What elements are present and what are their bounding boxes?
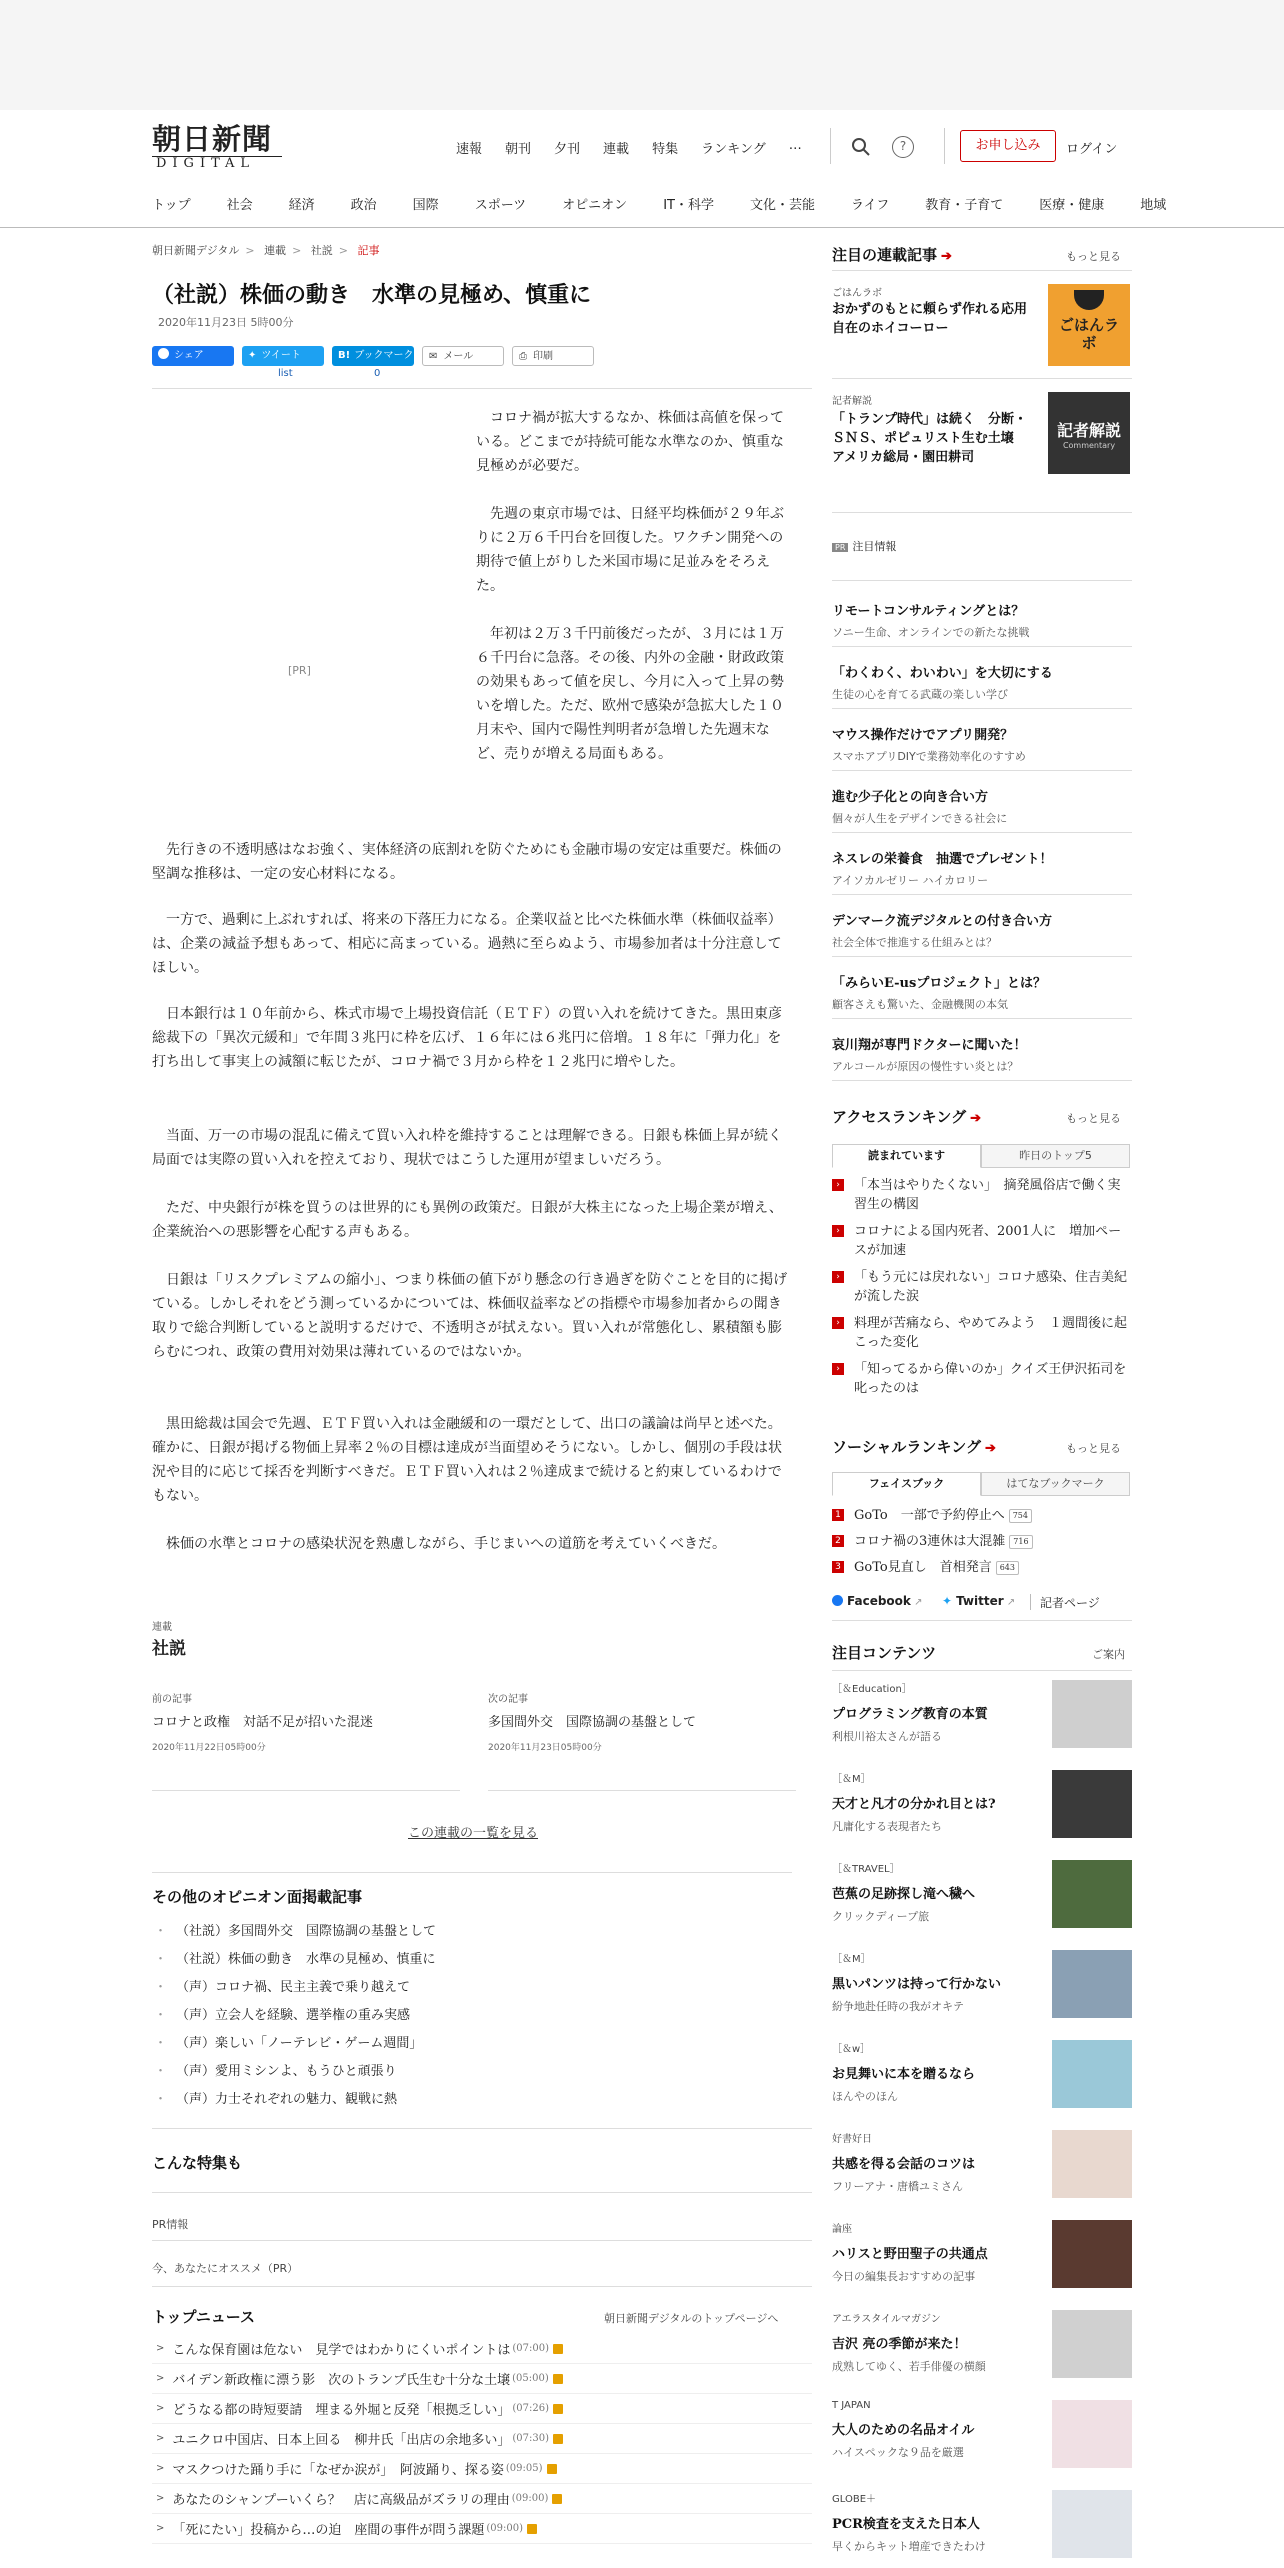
lock-icon	[553, 2404, 563, 2414]
top-news-heading: トップニュース	[152, 2308, 256, 2326]
cat-politics[interactable]: 政治	[350, 198, 377, 213]
nav-ranking[interactable]: ランキング	[701, 142, 766, 157]
prev-article[interactable]	[152, 1690, 460, 1753]
news-title[interactable]: どうなる都の時短要請 埋まる外堀と反発「根拠乏しい」	[172, 2403, 511, 2418]
content-card[interactable]	[832, 2490, 1132, 2568]
news-time: (07:30)	[512, 2433, 550, 2444]
content-sub: フリーアナ・唐橋ユミさん	[832, 2180, 964, 2193]
featured-title[interactable]: 「トランプ時代」は続く 分断・ＳＮＳ、ポピュリスト生む土壌 アメリカ総局・園田耕司	[832, 412, 1028, 465]
search-icon[interactable]	[848, 134, 874, 160]
hatena-count[interactable]: 0	[374, 368, 381, 379]
prev-date: 2020年11月22日05時00分	[152, 1743, 266, 1753]
pr-section-label	[832, 538, 896, 554]
print-button[interactable]	[512, 346, 594, 366]
contents-heading: 注目コンテンツ	[832, 1644, 937, 1662]
divider	[832, 1620, 1132, 1621]
content-sub: ハイスペックな９品を厳選	[832, 2446, 964, 2459]
news-title[interactable]: バイデン新政権に漂う影 次のトランプ氏生む十分な土壌	[172, 2373, 511, 2388]
arrow-right-icon: ➔	[941, 249, 952, 264]
content-title[interactable]: プログラミング教育の本質	[832, 1707, 988, 1722]
content-title[interactable]: 吉沢 亮の季節が来た！	[832, 2337, 967, 2352]
divider	[832, 708, 1132, 709]
cat-international[interactable]: 国際	[412, 198, 439, 213]
see-all-series-link[interactable]: この連載の一覧を見る	[408, 1826, 539, 1841]
pr-item-sub: アイソカルゼリー ハイカロリー	[832, 874, 989, 887]
crumb-home[interactable]: 朝日新聞デジタル	[152, 244, 240, 257]
cat-region[interactable]: 地域	[1140, 198, 1167, 213]
ranking-item[interactable]	[832, 1360, 1132, 1398]
divider	[832, 270, 1132, 271]
paragraph: 先週の東京市場では、日経平均株価が２９年ぶりに２万６千円台を回復した。ワクチン開発への期待で値上がりした米国市場に足並みをそろえた。	[476, 506, 784, 594]
list-item[interactable]: ・ （社説）多国間外交 国際協調の基盤として	[160, 1918, 436, 1946]
news-title[interactable]: あなたのシャンプーいくら？ 店に高級品がズラリの理由	[172, 2493, 510, 2508]
chevron-right-icon: >	[156, 2433, 165, 2444]
featured-heading	[832, 244, 952, 265]
list-item[interactable]	[152, 2514, 812, 2544]
hatena-bookmark-button[interactable]	[332, 346, 414, 366]
lock-icon	[553, 2374, 563, 2384]
news-time: (09:05)	[505, 2463, 543, 2474]
chevron-right-icon: >	[156, 2343, 165, 2354]
content-title[interactable]: PCR検査を支えた日本人	[832, 2517, 980, 2532]
gohan-lab-thumbnail[interactable]	[1048, 284, 1130, 366]
top-nav	[456, 138, 825, 157]
divider	[832, 1080, 1132, 1081]
tab-hatena[interactable]: はてなブックマーク	[981, 1472, 1130, 1496]
logo-text: 朝日新聞	[152, 122, 273, 156]
crumb-series[interactable]: 連載	[264, 244, 287, 257]
opinion-heading: その他のオピニオン面掲載記事	[152, 1888, 363, 1906]
social-ranking-item[interactable]	[832, 1558, 1132, 1577]
list-item[interactable]: ・ （社説）株価の動き 水準の見極め、慎重に	[160, 1946, 436, 1974]
featured-heading-text: 注目の連載記事	[832, 246, 938, 264]
article-title: （社説）株価の動き 水準の見極め、慎重に	[152, 282, 592, 308]
mail-label: メール	[443, 351, 474, 362]
facebook-icon	[832, 1595, 843, 1606]
pr-item-title[interactable]: リモートコンサルティングとは？	[832, 604, 1025, 619]
paragraph: 当面、万一の市場の混乱に備えて買い入れ枠を維持することは理解できる。日銀も株価上昇が続く局面では実際の買い入れを控えており、現状ではこうした運用が望ましいだろう。	[152, 1128, 782, 1168]
ranking-title[interactable]: 料理が苦痛なら、やめてみよう １週間後に起こった変化	[854, 1316, 1128, 1350]
news-title[interactable]: ユニクロ中国店、日本上回る 柳井氏「出店の余地多い」	[172, 2433, 511, 2448]
facebook-icon	[158, 348, 169, 359]
cat-it-science[interactable]: IT・科学	[663, 198, 714, 213]
content-title[interactable]: ハリスと野田聖子の共通点	[832, 2247, 988, 2262]
cat-sports[interactable]: スポーツ	[474, 198, 527, 213]
access-more-link[interactable]: もっと見る	[1066, 1112, 1121, 1125]
content-thumbnail[interactable]	[1052, 2310, 1132, 2378]
ranking-title[interactable]: 「もう元には戻れない」コロナ感染、住吉美紀が流した涙	[854, 1270, 1128, 1304]
content-card[interactable]	[832, 1680, 1132, 1762]
content-thumbnail[interactable]	[1052, 1950, 1132, 2018]
divider	[152, 1872, 792, 1873]
nav-sokuhou[interactable]: 速報	[456, 142, 483, 157]
list-item[interactable]	[152, 2364, 812, 2394]
content-card[interactable]	[832, 2220, 1132, 2302]
logo-subtext: DIGITAL	[152, 156, 282, 171]
article-date: 2020年11月23日 5時00分	[158, 316, 294, 329]
twitter-link-label: Twitter	[956, 1594, 1004, 1608]
list-item[interactable]	[152, 2454, 812, 2484]
facebook-share-label: シェア	[174, 350, 204, 361]
opinion-list	[160, 1918, 436, 2114]
rice-bowl-icon	[1074, 290, 1104, 310]
help-icon[interactable]: ?	[892, 136, 914, 158]
nav-rensai[interactable]: 連載	[603, 142, 630, 157]
divider	[152, 1790, 460, 1791]
content-kicker: ［＆M］	[832, 1954, 871, 1965]
share-count: 716	[1009, 1535, 1032, 1549]
crumb-editorial[interactable]: 社説	[310, 244, 333, 257]
ranking-item[interactable]	[832, 1176, 1132, 1214]
divider	[832, 894, 1132, 895]
featured-more-link[interactable]: もっと見る	[1066, 250, 1121, 263]
pr-item[interactable]	[832, 786, 1132, 826]
content-title[interactable]: 天才と凡才の分かれ目とは?	[832, 1797, 996, 1812]
top-news-list	[152, 2334, 812, 2544]
ranking-title[interactable]: 「本当はやりたくない」 摘発風俗店で働く実習生の構図	[854, 1178, 1121, 1212]
pr-item-sub: アルコールが原因の慢性すい炎とは？	[832, 1060, 1019, 1073]
thumbnail-text: 記者解説	[1056, 421, 1121, 440]
divider	[832, 646, 1132, 647]
tab-yesterday-top5[interactable]: 昨日のトップ5	[981, 1144, 1130, 1168]
content-thumbnail[interactable]	[1052, 2400, 1132, 2468]
content-sub: 利根川裕太さんが語る	[832, 1730, 942, 1743]
content-title[interactable]: 黒いパンツは持って行かない	[832, 1977, 1002, 1992]
chevron-right-icon: >	[156, 2493, 165, 2504]
paragraph: 黒田総裁は国会で先週、ＥＴＦ買い入れは金融緩和の一環だとして、出口の議論は尚早と述べた。確かに、日銀が掲げる物価上昇率２％の目標は達成が当面望めそうにない。しかし、個別の手段は状況や目的に応じて採否を判断すべきだ。ＥＴＦ買い入れは２％達成まで続けると約束しているわけでもない。	[152, 1416, 782, 1504]
news-time: (07:00)	[512, 2343, 550, 2354]
reporter-page-link[interactable]: 記者ページ	[1040, 1596, 1100, 1610]
nav-choukan[interactable]: 朝刊	[505, 142, 532, 157]
pr-tag: PR	[832, 543, 848, 552]
twitter-icon: ✦	[942, 1594, 953, 1608]
pr-item[interactable]	[832, 662, 1132, 702]
divider	[832, 378, 1132, 379]
rank-arrow-icon: ›	[832, 1363, 844, 1375]
ranking-title[interactable]: GoTo 一部で予約停止へ	[854, 1508, 1005, 1523]
cat-economy[interactable]: 経済	[288, 198, 315, 213]
ranking-title[interactable]: 「知ってるから偉いのか」クイズ王伊沢拓司を叱ったのは	[854, 1362, 1127, 1396]
pr-item-title[interactable]: ネスレの栄養食 抽選でプレゼント！	[832, 852, 1053, 867]
content-thumbnail[interactable]	[1052, 2490, 1132, 2558]
rank-arrow-icon: ›	[832, 1179, 844, 1191]
list-item[interactable]: ・ （声）立会人を経験、選挙権の重み実感	[160, 2002, 436, 2030]
content-thumbnail[interactable]	[1052, 2220, 1132, 2288]
special-heading: こんな特集も	[152, 2154, 243, 2172]
content-card[interactable]	[832, 1950, 1132, 2032]
ranking-item[interactable]	[832, 1314, 1132, 1352]
lock-icon	[553, 2434, 563, 2444]
site-logo[interactable]	[152, 122, 282, 170]
breadcrumb: 朝日新聞デジタル > 連載 > 社説 > 記事	[152, 244, 380, 257]
social-tabs	[832, 1472, 1130, 1496]
content-sub: 今日の編集長おすすめの記事	[832, 2270, 976, 2283]
cat-culture[interactable]: 文化・芸能	[749, 198, 815, 213]
news-time: (09:00)	[486, 2523, 524, 2534]
twitter-link[interactable]	[942, 1594, 1015, 1608]
lock-icon	[527, 2524, 537, 2534]
chevron-right-icon: >	[156, 2463, 165, 2474]
recommend-label: 今、あなたにオススメ（PR）	[152, 2262, 299, 2275]
featured-title[interactable]: おかずのもとに頼らず作れる応用自在のホイコーロー	[832, 302, 1028, 336]
facebook-link-label: Facebook	[847, 1594, 911, 1608]
content-card[interactable]	[832, 2400, 1132, 2482]
share-count: 754	[1009, 1509, 1032, 1523]
pr-ad-label: [PR]	[288, 664, 311, 677]
pr-item[interactable]	[832, 848, 1132, 888]
tab-most-read[interactable]: 読まれています	[832, 1144, 981, 1168]
content-thumbnail[interactable]	[1052, 2040, 1132, 2108]
content-thumbnail[interactable]	[1052, 1680, 1132, 1748]
content-kicker: T JAPAN	[832, 2400, 871, 2411]
ranking-item[interactable]	[832, 1222, 1132, 1260]
pr-info-label: PR情報	[152, 2218, 189, 2231]
access-ranking-heading	[832, 1106, 981, 1127]
content-card[interactable]	[832, 1860, 1132, 1942]
crumb-current: 記事	[357, 244, 380, 257]
content-kicker: 論座	[832, 2224, 852, 2235]
chevron-right-icon: >	[156, 2373, 165, 2384]
access-tabs	[832, 1144, 1130, 1168]
content-thumbnail[interactable]	[1052, 2130, 1132, 2198]
list-item[interactable]: ・ （声）コロナ禍、民主主義で乗り越えて	[160, 1974, 436, 2002]
twitter-icon: ✦	[248, 350, 257, 361]
divider	[152, 388, 812, 389]
pr-item[interactable]	[832, 910, 1132, 950]
content-sub: ほんやのほん	[832, 2090, 898, 2103]
content-kicker: ［＆TRAVEL］	[832, 1864, 900, 1875]
social-ranking-item[interactable]	[832, 1532, 1132, 1551]
pr-item[interactable]	[832, 724, 1132, 764]
pr-item-sub: 個々が人生をデザインできる社会に	[832, 812, 1008, 825]
news-title[interactable]: 「死にたい」投稿から…の迫 座間の事件が問う課題	[172, 2523, 485, 2538]
thumbnail-text: ごはんラボ	[1058, 316, 1119, 352]
divider	[832, 512, 1132, 513]
top-news-more-link[interactable]: 朝日新聞デジタルのトップページへ	[604, 2312, 779, 2325]
cat-life[interactable]: ライフ	[850, 198, 890, 213]
content-sub: クリックディープ旅	[832, 1910, 930, 1923]
commentary-thumbnail[interactable]	[1048, 392, 1130, 474]
nav-divider	[944, 128, 945, 164]
social-ranking-item[interactable]	[832, 1506, 1132, 1525]
social-ranking-heading	[832, 1436, 996, 1457]
next-article[interactable]	[488, 1690, 796, 1753]
content-card[interactable]	[832, 2040, 1132, 2122]
content-card[interactable]	[832, 2310, 1132, 2392]
rank-arrow-icon: ›	[832, 1271, 844, 1283]
news-time: (09:00)	[511, 2493, 549, 2504]
list-item[interactable]: ・ （声）愛用ミシンよ、もうひと頑張り	[160, 2058, 436, 2086]
content-title[interactable]: 芭蕉の足跡探し滝へ穢へ	[832, 1887, 976, 1902]
access-heading-text: アクセスランキング	[832, 1108, 967, 1126]
pr-item-sub: 社会全体で推進する仕組みとは？	[832, 936, 997, 949]
divider	[832, 1018, 1132, 1019]
news-title[interactable]: マスクつけた踊り手に「なぜか涙が」 阿波踊り、探る姿	[172, 2463, 504, 2478]
cat-health[interactable]: 医療・健康	[1039, 198, 1105, 213]
content-title[interactable]: 大人のための名品オイル	[832, 2423, 975, 2438]
paragraph: コロナ禍が拡大するなか、株価は高値を保っている。どこまでが持続可能な水準なのか、慎重な見極めが必要だ。	[476, 410, 784, 474]
twitter-share-label: ツイート	[261, 350, 301, 361]
nav-divider	[830, 128, 831, 164]
nav-more[interactable]: …	[788, 138, 802, 153]
ranking-title[interactable]: コロナ禍の3連休は大混雑	[854, 1534, 1006, 1549]
divider	[152, 2286, 812, 2287]
divider	[1030, 1594, 1031, 1610]
mail-icon: ✉	[429, 351, 438, 362]
top-ad-band	[0, 0, 1284, 110]
news-time: (07:26)	[512, 2403, 550, 2414]
divider	[152, 2240, 812, 2241]
ranking-title[interactable]: GoTo見直し 首相発言	[854, 1560, 992, 1575]
paragraph: 日銀は「リスクプレミアムの縮小」、つまり株価の値下がり懸念の行き過ぎを防ぐことを目的に掲げている。しかしそれをどう測っているかについては、株価収益率などの指標や市場参加者からの聞き取りで総合判断していると説明するだけで、不透明さが拭えない。買い入れが常態化し、累積額も膨らむにつれ、政策の費用対効果は薄れているのではないか。	[152, 1272, 788, 1360]
content-kicker: ［＆Education］	[832, 1684, 912, 1695]
site-header	[0, 110, 1284, 228]
arrow-right-icon: ➔	[984, 1441, 996, 1456]
pr-item-title[interactable]: マウス操作だけでアプリ開発？	[832, 728, 1014, 743]
thumbnail-subtext: Commentary	[1062, 441, 1116, 450]
divider	[152, 2128, 812, 2129]
content-sub: 早くからキット増産できたわけ	[832, 2540, 986, 2553]
content-kicker: ［＆w］	[832, 2044, 871, 2055]
pr-item-sub: ソニー生命、オンラインでの新たな挑戦	[832, 626, 1030, 639]
pr-item-title[interactable]: 哀川翔が専門ドクターに聞いた！	[832, 1038, 1027, 1053]
arrow-right-icon: ➔	[970, 1111, 982, 1126]
next-title[interactable]: 多国間外交 国際協調の基盤として	[488, 1715, 697, 1730]
share-count: 643	[996, 1561, 1019, 1575]
series-name[interactable]: 社説	[152, 1639, 186, 1659]
social-heading-text: ソーシャルランキング	[832, 1438, 981, 1456]
cat-opinion[interactable]: オピニオン	[562, 198, 628, 213]
pr-item-title[interactable]: 「わくわく、わいわい」を大切にする	[832, 666, 1053, 681]
divider	[152, 2192, 812, 2193]
facebook-share-button[interactable]	[152, 346, 234, 366]
content-card[interactable]	[832, 1770, 1132, 1852]
ranking-title[interactable]: コロナによる国内死者、2001人に 増加ペースが加速	[854, 1224, 1122, 1258]
paragraph: 株価の水準とコロナの感染状況を熟慮しながら、手じまいへの道筋を考えていくべきだ。	[166, 1536, 726, 1552]
login-link[interactable]: ログイン	[1066, 142, 1118, 157]
content-kicker: アエラスタイルマガジン	[832, 2314, 941, 2325]
news-time: (05:00)	[512, 2373, 549, 2384]
pr-item-title[interactable]: デンマーク流デジタルとの付き合い方	[832, 914, 1052, 929]
chevron-right-icon: >	[156, 2403, 165, 2414]
nav-yuukan[interactable]: 夕刊	[554, 142, 581, 157]
content-sub: 成熟してゆく、若手俳優の横顔	[832, 2360, 986, 2373]
divider	[832, 832, 1132, 833]
next-date: 2020年11月23日05時00分	[488, 1743, 602, 1753]
paragraph: 先行きの不透明感はなお強く、実体経済の底割れを防ぐためにも金融市場の安定は重要だ。株価の堅調な推移は、一定の安心材料になる。	[152, 842, 782, 882]
prev-title[interactable]: コロナと政権 対話不足が招いた混迷	[152, 1715, 374, 1730]
list-item[interactable]	[152, 2394, 812, 2424]
content-sub: 凡庸化する表現者たち	[832, 1820, 942, 1833]
pr-item[interactable]	[832, 600, 1132, 640]
content-thumbnail[interactable]	[1052, 1770, 1132, 1838]
apply-button[interactable]: お申し込み	[960, 130, 1056, 162]
content-title[interactable]: お見舞いに本を贈るなら	[832, 2067, 976, 2082]
chevron-right-icon: >	[156, 2523, 165, 2534]
pr-item[interactable]	[832, 972, 1132, 1012]
ranking-item[interactable]	[832, 1268, 1132, 1306]
prev-kicker: 前の記事	[152, 1694, 192, 1705]
content-kicker: ［＆M］	[832, 1774, 871, 1785]
contents-guide-link[interactable]: ご案内	[1092, 1648, 1125, 1661]
social-more-link[interactable]: もっと見る	[1066, 1442, 1121, 1455]
list-item[interactable]: ・ （声）楽しい「ノーテレビ・ゲーム週間」	[160, 2030, 436, 2058]
cat-top[interactable]: トップ	[152, 198, 191, 213]
hatena-label: ブックマーク	[354, 350, 414, 361]
list-item[interactable]	[152, 2334, 812, 2364]
pr-item[interactable]	[832, 1034, 1132, 1074]
lock-icon	[552, 2494, 562, 2504]
nav-tokushu[interactable]: 特集	[652, 142, 679, 157]
facebook-link[interactable]	[832, 1594, 922, 1608]
print-icon: ⎙	[519, 351, 527, 362]
cat-society[interactable]: 社会	[226, 198, 253, 213]
divider	[832, 956, 1132, 957]
twitter-share-button[interactable]	[242, 346, 324, 366]
content-kicker: GLOBE＋	[832, 2494, 877, 2505]
list-item[interactable]: ・ （声）力士それぞれの魅力、観戦に熱	[160, 2086, 436, 2114]
divider	[832, 1670, 1132, 1671]
mail-button[interactable]	[422, 346, 504, 366]
paragraph: 日本銀行は１０年前から、株式市場で上場投資信託（ＥＴＦ）の買い入れを続けてきた。黒田東彦総裁下の「異次元緩和」で年間３兆円に枠を広げ、１６年には６兆円に倍増。１８年に「弾力化」を打ち出して事実上の減額に転じたが、コロナ禍で３月から枠を１２兆円に増やした。	[152, 1006, 782, 1070]
featured-kicker: ごはんラボ	[832, 288, 882, 299]
divider	[832, 580, 1132, 581]
content-title[interactable]: 共感を得る会話のコツは	[832, 2157, 976, 2172]
pr-item-sub: 生徒の心を育てる武蔵の楽しい学び	[832, 688, 1008, 701]
external-link-icon: ↗	[910, 1597, 923, 1608]
list-item[interactable]	[152, 2484, 812, 2514]
rank-arrow-icon: ›	[832, 1225, 844, 1237]
rank-number: 2	[832, 1535, 844, 1547]
paragraph: ただ、中央銀行が株を買うのは世界的にも異例の政策だ。日銀が大株主になった上場企業が増え、企業統治への悪影響を心配する声もある。	[152, 1200, 783, 1240]
content-card[interactable]	[832, 2130, 1132, 2212]
pr-item-sub: スマホアプリDIYで業務効率化のすすめ	[832, 750, 1026, 763]
next-kicker: 次の記事	[488, 1694, 528, 1705]
content-sub: 紛争地赴任時の我がオキテ	[832, 2000, 964, 2013]
news-title[interactable]: こんな保育園は危ない 見学ではわかりにくいポイントは	[172, 2343, 511, 2358]
twitter-share-count[interactable]: list	[278, 368, 293, 379]
print-label: 印刷	[533, 351, 553, 362]
list-item[interactable]	[152, 2424, 812, 2454]
tab-facebook[interactable]: フェイスブック	[832, 1472, 981, 1496]
pr-heading: 注目情報	[852, 540, 897, 553]
featured-kicker: 記者解説	[832, 396, 872, 407]
rank-arrow-icon: ›	[832, 1317, 844, 1329]
content-thumbnail[interactable]	[1052, 1860, 1132, 1928]
category-nav	[152, 194, 1166, 213]
series-label: 連載	[152, 1622, 172, 1633]
pr-item-title[interactable]: 「みらいE-usプロジェクト」とは？	[832, 976, 1047, 991]
hatena-icon: B!	[338, 350, 351, 361]
lock-icon	[547, 2464, 557, 2474]
divider	[488, 1790, 796, 1791]
pr-item-sub: 顧客さえも驚いた、金融機関の本気	[832, 998, 1008, 1011]
pr-item-title[interactable]: 進む少子化との向き合い方	[832, 790, 989, 805]
external-link-icon: ↗	[1003, 1597, 1016, 1608]
paragraph: 一方で、過剰に上ぶれすれば、将来の下落圧力になる。企業収益と比べた株価水準（株価収益率）は、企業の減益予想もあって、相応に高まっている。過熱に至らぬよう、市場参加者は十分注意してほしい。	[152, 912, 782, 976]
divider	[832, 770, 1132, 771]
rank-number: 1	[832, 1509, 844, 1521]
rank-number: 3	[832, 1561, 844, 1573]
lock-icon	[553, 2344, 563, 2354]
paragraph: 年初は２万３千円前後だったが、３月には１万６千円台に急落。その後、内外の金融・財政政策の効果もあって値を戻し、今月に入って上昇の勢いを増した。ただ、欧州で感染が急拡大した１０月末や、国内で陽性判明者が急増した先週末など、売りが増える局面もある。	[476, 626, 784, 762]
content-kicker: 好書好日	[832, 2134, 872, 2145]
cat-education[interactable]: 教育・子育て	[925, 198, 1004, 213]
